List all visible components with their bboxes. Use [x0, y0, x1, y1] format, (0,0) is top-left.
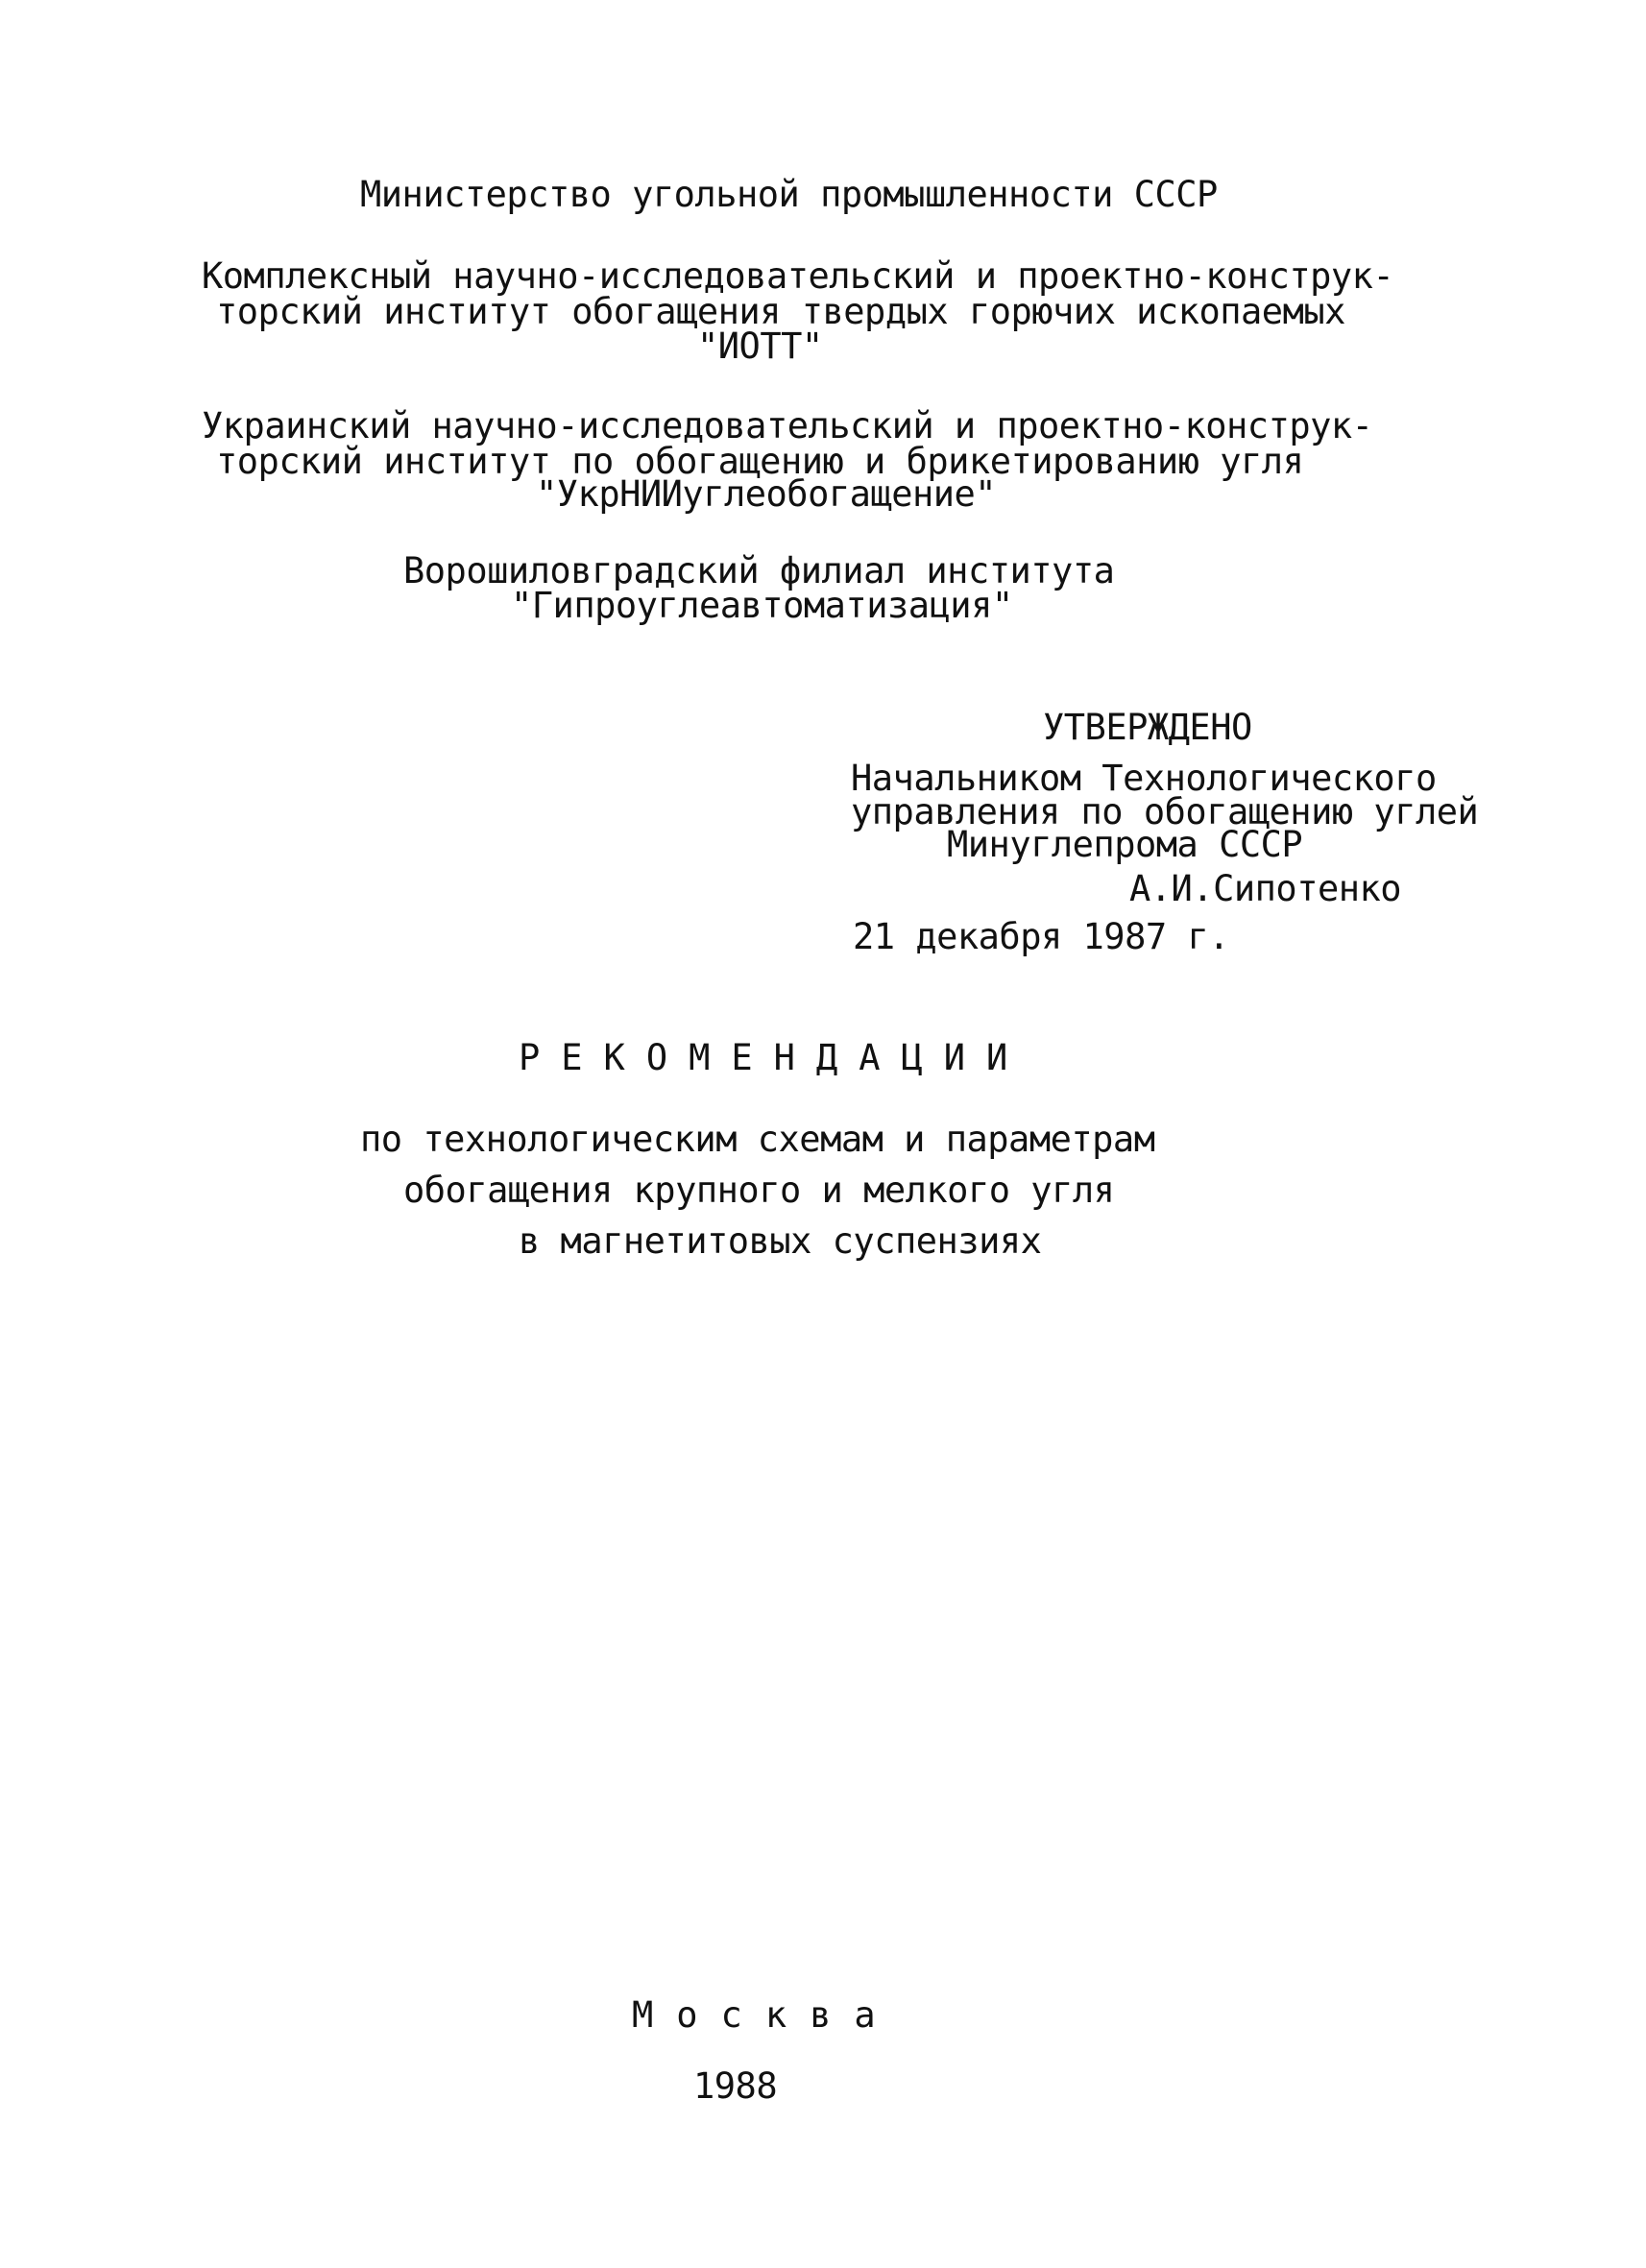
subtitle-line2: обогащения крупного и мелкого угля: [403, 1170, 1115, 1211]
approval-line1: Начальником Технологического: [851, 758, 1437, 799]
document-title: РЕКОМЕНДАЦИИ: [519, 1037, 1029, 1078]
approval-signatory: А.И.Сипотенко: [1129, 868, 1402, 909]
approval-line2: управления по обогащению углей: [851, 791, 1479, 832]
approval-date: 21 декабря 1987 г.: [853, 916, 1229, 957]
subtitle-line1: по технологическим схемам и параметрам: [360, 1119, 1155, 1160]
org1-line2: торский институт обогащения твердых горючих ископаемых: [216, 291, 1345, 332]
org1-line1: Комплексный научно-исследовательский и проектно-конструк-: [202, 255, 1394, 297]
org2-line1: Украинский научно-исследовательский и проектно-конструк-: [202, 405, 1373, 446]
footer-year: 1988: [693, 2065, 778, 2107]
org3-line2: "Гипроуглеавтоматизация": [511, 585, 1013, 626]
org2-line2: торский институт по обогащению и брикетированию угля: [216, 441, 1304, 482]
org2-line3: "УкрНИИуглеобогащение": [536, 473, 997, 515]
org3-line1: Ворошиловградский филиал института: [403, 550, 1115, 591]
footer-city: Москва: [632, 1994, 899, 2036]
approval-line3: Минуглепрома СССР: [947, 824, 1303, 865]
approval-title: УТВЕРЖДЕНО: [1043, 707, 1252, 748]
subtitle-line3: в магнетитовых суспензиях: [519, 1220, 1042, 1262]
org1-line3: "ИОТТ": [697, 326, 823, 367]
ministry-line: Министерство угольной промышленности СССР: [360, 174, 1218, 215]
